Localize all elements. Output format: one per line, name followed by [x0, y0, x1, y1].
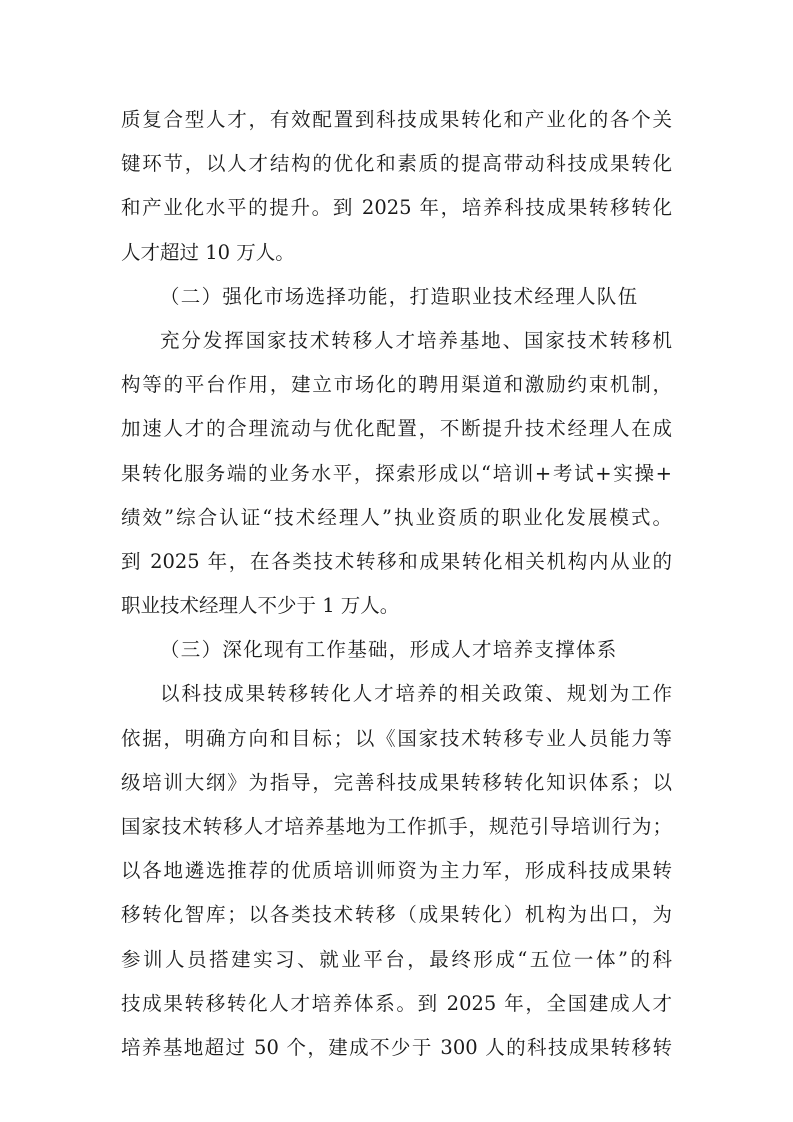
- paragraph-line: 构等的平台作用，建立市场化的聘用渠道和激励约束机制，: [121, 373, 672, 397]
- document-page: [121, 98, 672, 1070]
- paragraph-line: 人才超过 10 万人。: [121, 240, 295, 264]
- paragraph-line: 技成果转移转化人才培养体系。到 2025 年，全国建成人才: [121, 991, 672, 1015]
- paragraph-line: 加速人才的合理流动与优化配置，不断提升技术经理人在成: [121, 417, 672, 441]
- paragraph-line: 职业技术经理人不少于 1 万人。: [121, 594, 400, 618]
- paragraph-line: 依据，明确方向和目标；以《国家技术转移专业人员能力等: [121, 726, 672, 750]
- paragraph-line: 参训人员搭建实习、就业平台，最终形成“五位一体”的科: [121, 947, 672, 971]
- paragraph-line: 果转化服务端的业务水平，探索形成以“培训+考试+实操+: [121, 461, 672, 485]
- paragraph-line: 键环节，以人才结构的优化和素质的提高带动科技成果转化: [121, 152, 672, 176]
- paragraph-line: 国家技术转移人才培养基地为工作抓手，规范引导培训行为；: [121, 815, 672, 838]
- paragraph-line: 充分发挥国家技术转移人才培养基地、国家技术转移机: [160, 328, 672, 352]
- paragraph-line: 移转化智库；以各类技术转移（成果转化）机构为出口，为: [121, 903, 672, 927]
- paragraph-line: 以科技成果转移转化人才培养的相关政策、规划为工作: [160, 682, 672, 706]
- paragraph-line: 级培训大纲》为指导，完善科技成果转移转化知识体系；以: [121, 770, 672, 794]
- paragraph-line: 质复合型人才，有效配置到科技成果转化和产业化的各个关: [121, 108, 672, 131]
- paragraph-line: 以各地遴选推荐的优质培训师资为主力军，形成科技成果转: [121, 859, 672, 883]
- paragraph-line: 绩效”综合认证“技术经理人”执业资质的职业化发展模式。: [121, 505, 672, 529]
- paragraph-line: 到 2025 年，在各类技术转移和成果转化相关机构内从业的: [121, 549, 672, 573]
- paragraph-line: 培养基地超过 50 个，建成不少于 300 人的科技成果转移转: [121, 1035, 672, 1059]
- paragraph-line: 和产业化水平的提升。到 2025 年，培养科技成果转移转化: [121, 196, 672, 220]
- section-heading-3: （三）深化现有工作基础，形成人才培养支撑体系: [160, 638, 618, 662]
- section-heading-2: （二）强化市场选择功能，打造职业技术经理人队伍: [160, 284, 639, 308]
